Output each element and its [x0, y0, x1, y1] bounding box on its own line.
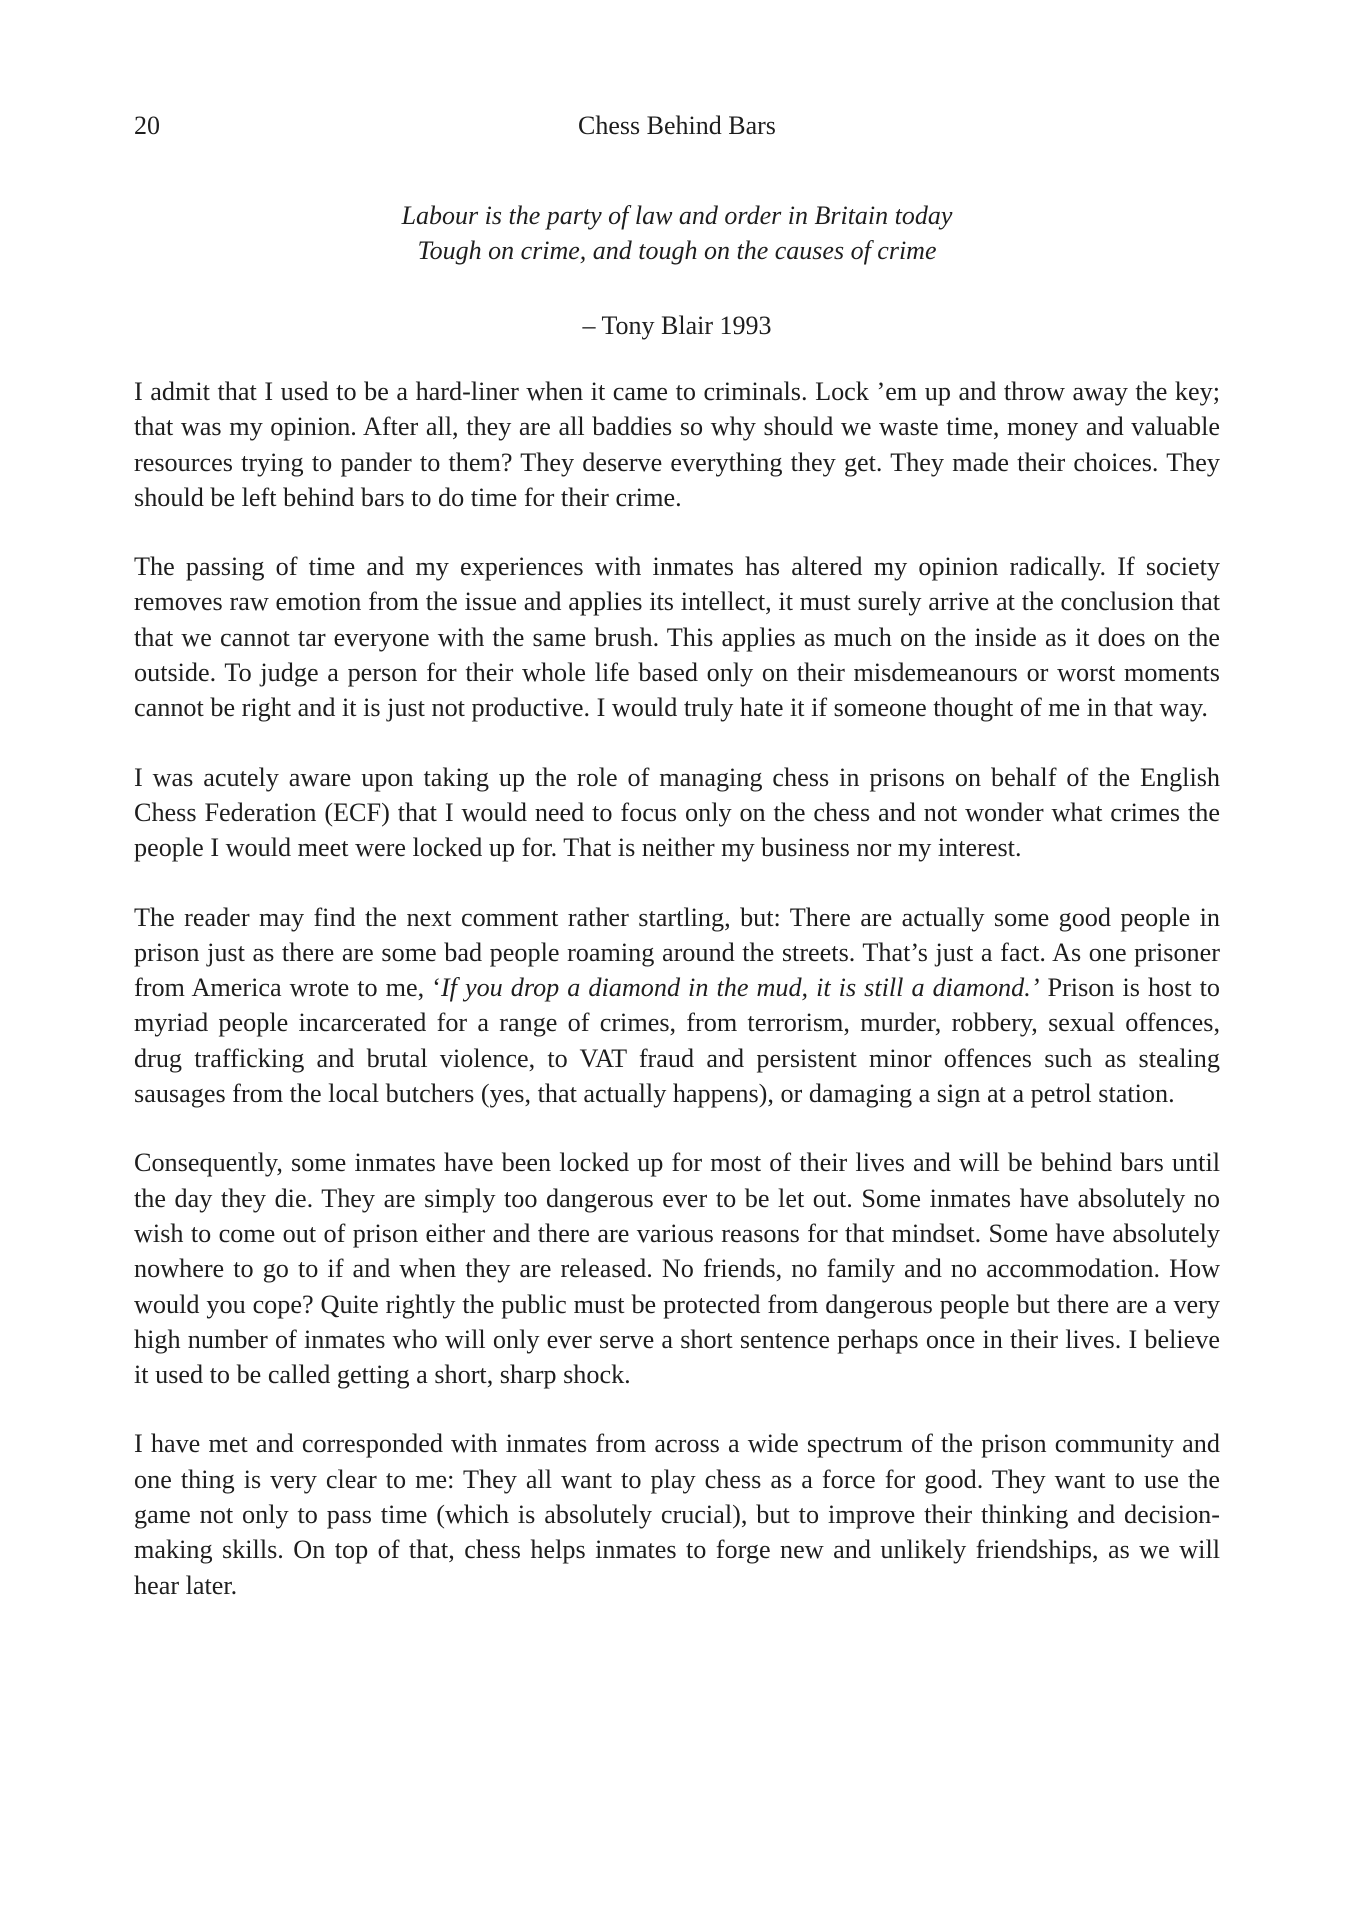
prisoner-quote: If you drop a diamond in the mud, it is still a diamond.’ [440, 973, 1040, 1003]
paragraph: I was acutely aware upon taking up the role of managing chess in prisons on behalf of the English Chess Federation (ECF) that I would need to focus only on the chess and not wonder what crimes the people I would meet were locked up for. That is neither my business nor my interest. [134, 762, 1220, 863]
paragraph: I have met and corresponded with inmates from across a wide spectrum of the prison community and one thing is very clear to me: They all want to play chess as a force for good. They want to use the game not only to pass time (which is absolutely crucial), but to improve their thinking and decision-making skills. On top of that, chess helps inmates to forge new and unlikely friendships, as we will hear later. [134, 1429, 1220, 1600]
epigraph-attribution: – Tony Blair 1993 [582, 311, 772, 340]
epigraph-line: Tough on crime, and tough on the causes of crime [417, 236, 937, 265]
paragraph: I admit that I used to be a hard-liner when it came to criminals. Lock ’em up and throw away the key; that was my opinion. After all, they are all baddies so why should we waste time, money and valuable resources trying to pander to them? They deserve everything they get. They made their choices. They should be left behind bars to do time for their crime. [134, 377, 1220, 512]
paragraph: The passing of time and my experiences with inmates has altered my opinion radically. If society removes raw emotion from the issue and applies its intellect, it must surely arrive at the conclusion that that we cannot tar everyone with the same brush. This applies as much on the inside as it does on the outside. To judge a person for their whole life based only on their misdemeanours or worst moments cannot be right and it is just not productive. I would truly hate it if someone thought of me in that way. [134, 552, 1220, 723]
page-number: 20 [134, 111, 160, 140]
epigraph-line: Labour is the party of law and order in Britain today [401, 201, 953, 230]
paragraph-text: Prison is host to myriad people incarcerated for a range of crimes, from terrorism, murder, robbery, sexual offences, drug trafficking and brutal violence, to VAT fraud and persistent minor offences such as stealing sausages from the local butchers (yes, that actually happens), or damaging a sign at a petrol station. [134, 973, 1220, 1109]
paragraph: Consequently, some inmates have been locked up for most of their lives and will be behind bars until the day they die. They are simply too dangerous ever to be let out. Some inmates have absolutely no wish to come out of prison either and there are various reasons for that mindset. Some have absolutely nowhere to go to if and when they are released. No friends, no family and no accommodation. How would you cope? Quite rightly the public must be protected from dangerous people but there are a very high number of inmates who will only ever serve a short sentence perhaps once in their lives. I believe it used to be called getting a short, sharp shock. [134, 1148, 1220, 1390]
epigraph [134, 198, 1220, 268]
paragraph-with-quote [134, 900, 1220, 1112]
running-title: Chess Behind Bars [578, 111, 776, 140]
paragraph-text: The reader may find the next comment rather startling, but: There are actually some good people in prison just as there are some bad people roaming around the streets. That’s just a fact. As one prisoner from America wrote to me, ‘ [134, 902, 1220, 1003]
body-text [134, 374, 1220, 1637]
